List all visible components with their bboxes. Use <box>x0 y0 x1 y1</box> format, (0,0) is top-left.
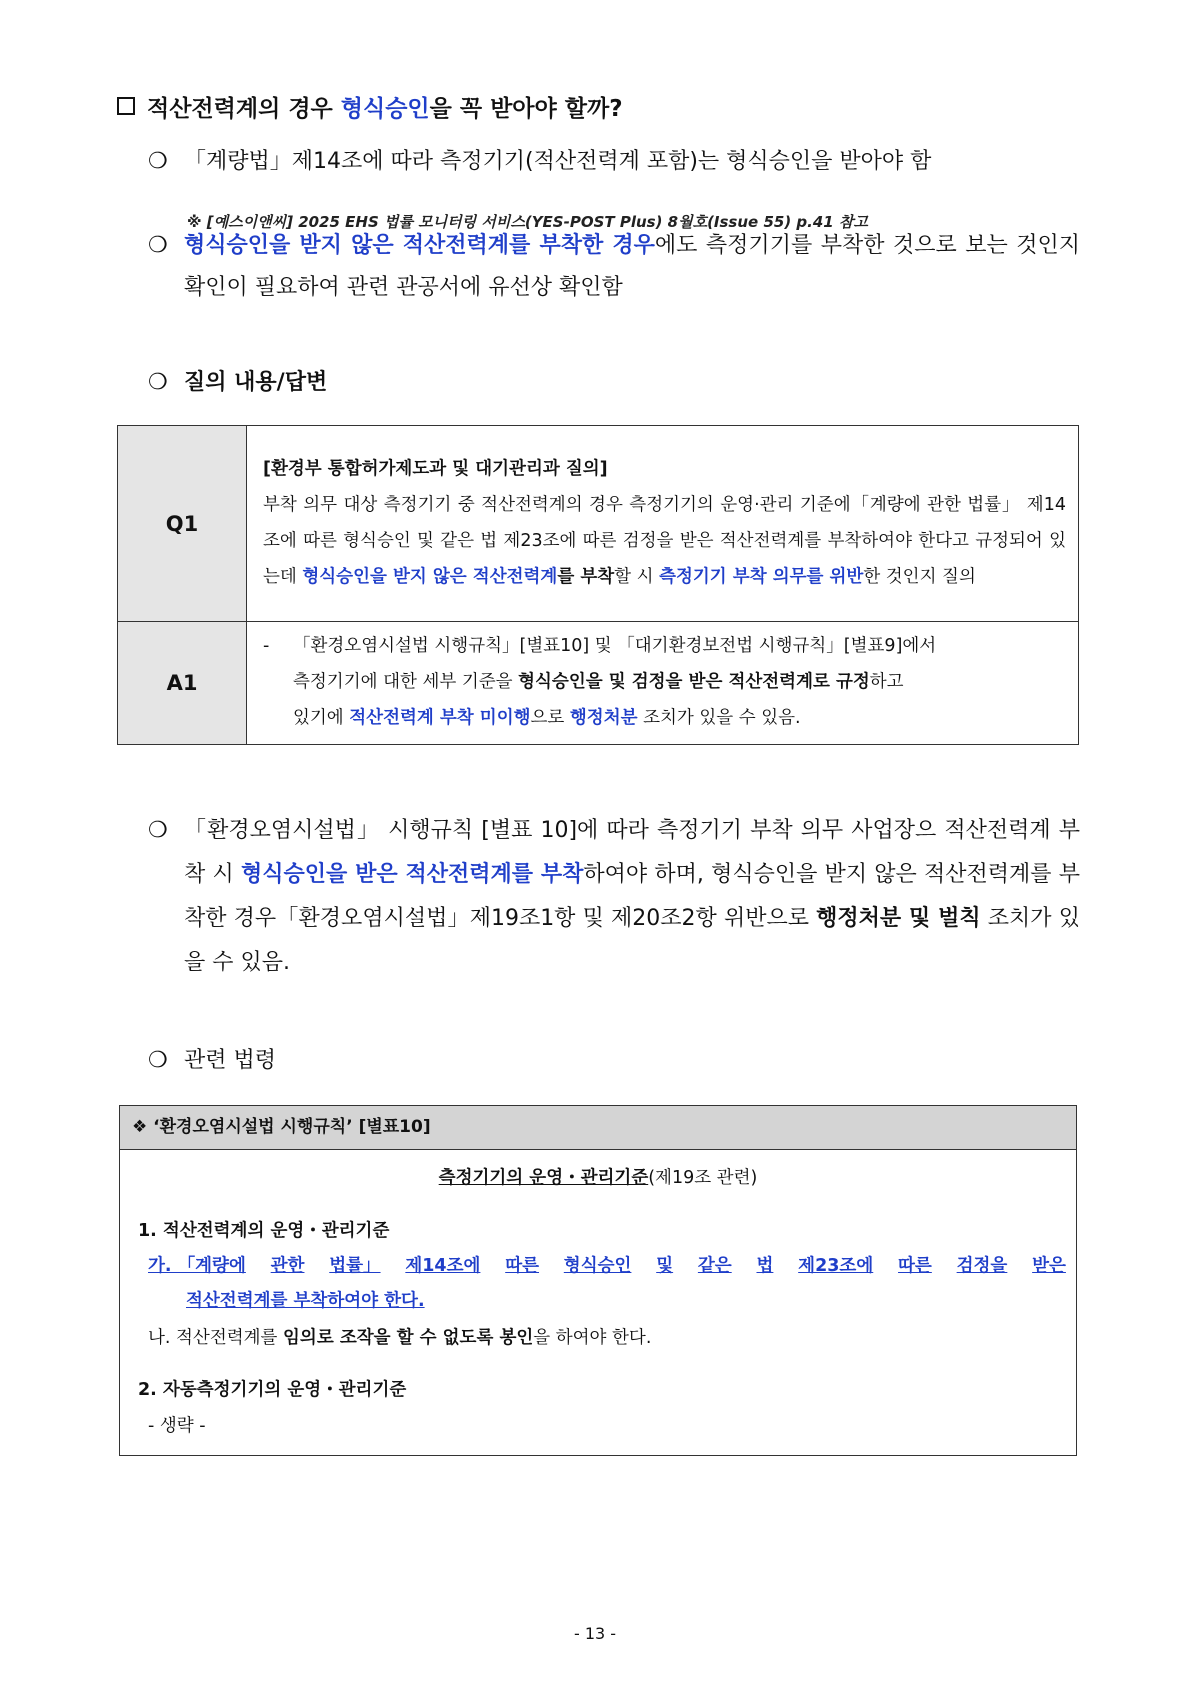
bullet-highlight: 형식승인을 받지 않은 적산전력계를 부착한 경우 <box>184 233 655 258</box>
answer-text: 조치가 있을 수 있음. <box>637 708 801 728</box>
dash-marker: - <box>263 636 270 656</box>
question-row <box>118 426 1079 622</box>
law-word: 법률」 <box>329 1256 381 1276</box>
question-text: 한 것인지 질의 <box>863 566 976 587</box>
bullet-item-3 <box>148 362 1080 404</box>
bullet-heading: 관련 법령 <box>184 1048 277 1073</box>
bullet-item-4 <box>148 809 1080 985</box>
law-word: 받은 <box>1032 1256 1066 1276</box>
law-item-1b <box>148 1324 1064 1349</box>
bullet-text-part: 하여야 하며, 형식승인을 받지 않은 적산전력계를 부착한 경우「환경오염시설법」제19조1항 및 제20조2항 위반으로 <box>184 862 1080 931</box>
title-text: 적산전력계의 경우 <box>147 96 341 122</box>
question-highlight: 형식승인을 받지 않은 적산전력계 <box>302 566 558 587</box>
bullet-item-1 <box>148 141 1080 183</box>
law-word: 같은 <box>697 1256 732 1276</box>
bullet-item-5 <box>148 1040 1080 1082</box>
question-text: 를 <box>557 566 581 587</box>
law-word: 따른 <box>898 1256 932 1276</box>
law-item-1a-cont: 적산전력계를 부착하여야 한다. <box>186 1291 425 1311</box>
answer-line-1 <box>263 628 1066 664</box>
law-word: 관한 <box>270 1256 305 1276</box>
bullet-text <box>184 225 1080 309</box>
answer-row <box>118 622 1079 745</box>
law-text: 을 하여야 한다. <box>533 1328 652 1348</box>
law-subtitle-bold: 측정기기의 운영・관리기준 <box>438 1168 649 1188</box>
law-word: 및 <box>656 1256 674 1276</box>
law-word: 형식승인 <box>563 1256 632 1276</box>
answer-label: A1 <box>118 622 247 745</box>
law-item-1a-words <box>148 1252 1066 1277</box>
section-title <box>117 90 623 123</box>
qa-table <box>117 425 1079 745</box>
question-bold: 부착 <box>580 566 615 587</box>
answer-text: 으로 <box>530 708 570 728</box>
answer-highlight: 행정처분 <box>569 708 638 728</box>
law-word: 제14조에 <box>405 1256 481 1276</box>
circle-bullet-icon: ❍ <box>148 1048 168 1073</box>
law-item-1: 1. 적산전력계의 운영・관리기준 <box>138 1221 390 1241</box>
checkbox-square-icon <box>117 97 135 115</box>
bullet-heading: 질의 내용/답변 <box>184 370 328 395</box>
law-word: 따른 <box>505 1256 540 1276</box>
answer-content <box>247 622 1079 745</box>
page-number: - 13 - <box>573 1624 617 1643</box>
law-word: 법 <box>756 1256 774 1276</box>
bullet-text: 「계량법」제14조에 따라 측정기기(적산전력계 포함)는 형식승인을 받아야 함 <box>184 149 932 174</box>
law-word: 제23조에 <box>798 1256 874 1276</box>
title-text-end: 을 꼭 받아야 할까? <box>429 96 623 122</box>
bullet-item-2 <box>148 225 1080 309</box>
bullet-text-rest: 에도 측정기기를 부착한 것으로 보는 것인지 확인이 필요하여 관련 관공서에 유선상 확인함 <box>184 233 1080 300</box>
law-item-1a <box>148 1252 1066 1277</box>
circle-bullet-icon: ❍ <box>148 233 168 258</box>
circle-bullet-icon: ❍ <box>148 370 168 395</box>
circle-bullet-icon: ❍ <box>148 818 168 843</box>
question-header: [환경부 통합허가제도과 및 대기관리과 질의] <box>263 458 608 479</box>
law-text: 나. 적산전력계를 <box>148 1328 284 1348</box>
title-highlight: 형식승인 <box>340 96 430 122</box>
bullet-text <box>184 809 1080 985</box>
answer-text: 측정기기에 대한 세부 기준을 <box>293 672 519 692</box>
question-content <box>247 426 1079 622</box>
answer-text: 있기에 <box>293 708 350 728</box>
circle-bullet-icon: ❍ <box>148 149 168 174</box>
law-word: 가. 「계량에 <box>148 1256 246 1276</box>
bullet-text-part: 조치가 있을 수 있음. <box>184 906 1080 975</box>
law-item-2: 2. 자동측정기기의 운영・관리기준 <box>138 1380 407 1400</box>
law-header-text: ‘환경오염시설법 시행규칙’ [별표10] <box>153 1117 431 1137</box>
law-bold: 임의로 조작을 할 수 없도록 봉인 <box>283 1328 534 1348</box>
answer-line-3 <box>263 700 1066 736</box>
bullet-bold: 행정처분 및 벌칙 <box>816 906 981 931</box>
question-label: Q1 <box>118 426 247 622</box>
question-body <box>263 487 1066 595</box>
law-box <box>119 1105 1077 1456</box>
bullet-text-part: 「환경오염시설법」 시행규칙 [별표 10]에 따라 측정기기 부착 의무 사업장으 적산전력계 부착 시 <box>184 818 1080 887</box>
law-header <box>120 1106 1076 1150</box>
law-word: 검정을 <box>956 1256 1008 1276</box>
question-highlight: 측정기기 부착 의무를 위반 <box>659 566 864 587</box>
answer-text: 하고 <box>869 672 904 692</box>
answer-text: 「환경오염시설법 시행규칙」[별표10] 및 「대기환경보전법 시행규칙」[별표9]에서 <box>293 636 937 656</box>
reference-note: ※ [예스이앤씨] 2025 EHS 법률 모니터링 서비스(YES-POST Plus) 8월호(Issue 55) p.41 참고 <box>187 213 868 231</box>
law-subtitle <box>120 1164 1076 1189</box>
question-text: 할 시 <box>614 566 660 587</box>
question-text: 부착 의무 대상 측정기기 중 적산전력계의 경우 측정기기의 운영·관리 기준에「계량에 관한 법률」 제14조에 따른 형식승인 및 같은 법 제23조에 따른 검정을 받은 적산전력계를 부착하여야 한다고 규정되어 있는데 <box>263 494 1066 587</box>
law-item-2-text: - 생략 - <box>148 1416 206 1436</box>
diamond-bullet-icon: ❖ <box>132 1117 148 1137</box>
answer-line-2 <box>263 664 1066 700</box>
law-subtitle-rest: (제19조 관련) <box>648 1168 758 1188</box>
bullet-highlight: 형식승인을 받은 적산전력계를 부착 <box>240 862 584 887</box>
answer-highlight: 적산전력계 부착 미이행 <box>349 708 531 728</box>
answer-bold: 형식승인을 및 검정을 받은 적산전력계로 규정 <box>518 672 870 692</box>
